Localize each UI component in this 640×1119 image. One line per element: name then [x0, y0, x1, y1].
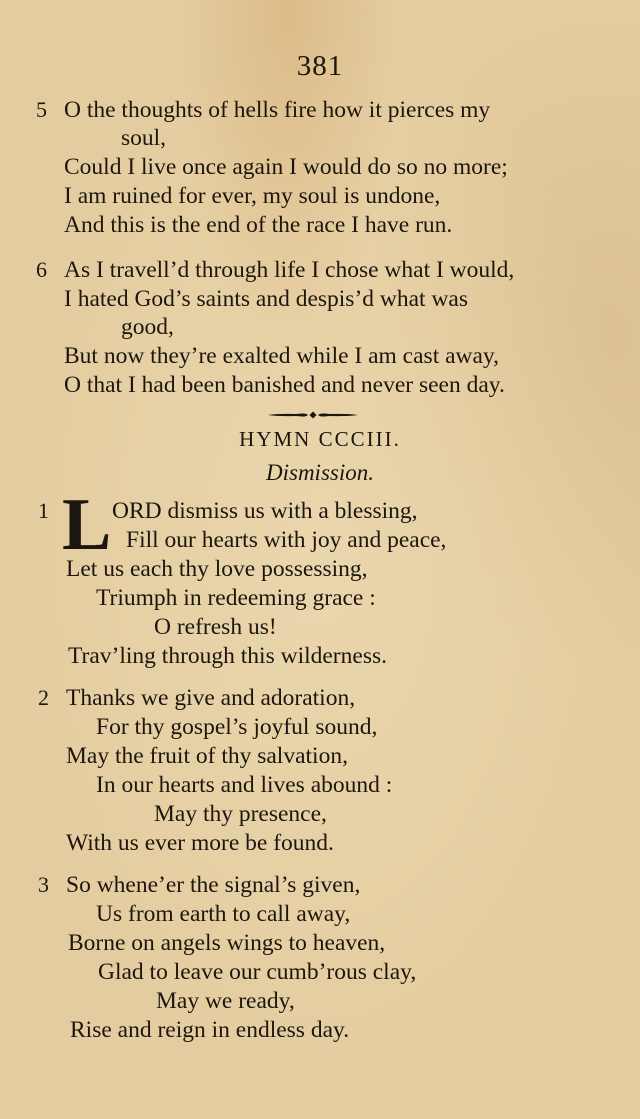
verse-line: Us from earth to call away, — [96, 901, 351, 927]
verse-line: And this is the end of the race I have run. — [64, 212, 453, 238]
ornament-divider-icon — [268, 411, 358, 419]
drop-cap: L — [62, 484, 112, 566]
verse-line: Rise and reign in endless day. — [70, 1017, 350, 1043]
verse-line: For thy gospel’s joyful sound, — [96, 714, 378, 740]
verse-line: Let us each thy love possessing, — [66, 556, 368, 582]
verse-line: soul, — [121, 125, 167, 151]
verse-line: In our hearts and lives abound : — [96, 772, 393, 798]
verse-line: Thanks we give and adoration, — [66, 685, 356, 711]
verse-line: But now they’re exalted while I am cast away, — [64, 343, 500, 369]
verse-number: 3 — [38, 872, 49, 897]
page-number: 381 — [296, 50, 344, 82]
verse-line: good, — [121, 314, 174, 340]
verse-line: ORD dismiss us with a blessing, — [112, 498, 418, 524]
verse-line: Borne on angels wings to heaven, — [68, 930, 386, 956]
verse-number: 1 — [38, 498, 49, 523]
verse-line: I am ruined for ever, my soul is undone, — [64, 183, 441, 209]
verse-line: May thy presence, — [154, 801, 327, 827]
verse-line: May the fruit of thy salvation, — [66, 743, 348, 769]
verse-line: I hated God’s saints and despis’d what was — [64, 286, 468, 312]
hymn-subtitle: Dismission. — [266, 460, 374, 485]
verse-line: Trav’ling through this wilderness. — [68, 643, 387, 669]
verse-line: Fill our hearts with joy and peace, — [126, 527, 447, 553]
verse-number: 2 — [38, 685, 49, 710]
verse-line: Triumph in redeeming grace : — [96, 585, 376, 611]
verse-line: O that I had been banished and never seen day. — [64, 372, 505, 398]
verse-line: As I travell’d through life I chose what I would, — [64, 257, 515, 283]
verse-number: 6 — [36, 257, 47, 282]
verse-line: So whene’er the signal’s given, — [66, 872, 361, 898]
verse-line: Could I live once again I would do so no more; — [64, 154, 508, 180]
verse-line: O the thoughts of hells fire how it pierces my — [64, 97, 491, 123]
verse-number: 5 — [36, 97, 47, 122]
hymn-title: HYMN CCCIII. — [239, 427, 401, 451]
verse-line: O refresh us! — [154, 614, 277, 640]
verse-line: Glad to leave our cumb’rous clay, — [98, 959, 417, 985]
verse-line: With us ever more be found. — [66, 830, 334, 856]
verse-line: May we ready, — [156, 988, 295, 1014]
